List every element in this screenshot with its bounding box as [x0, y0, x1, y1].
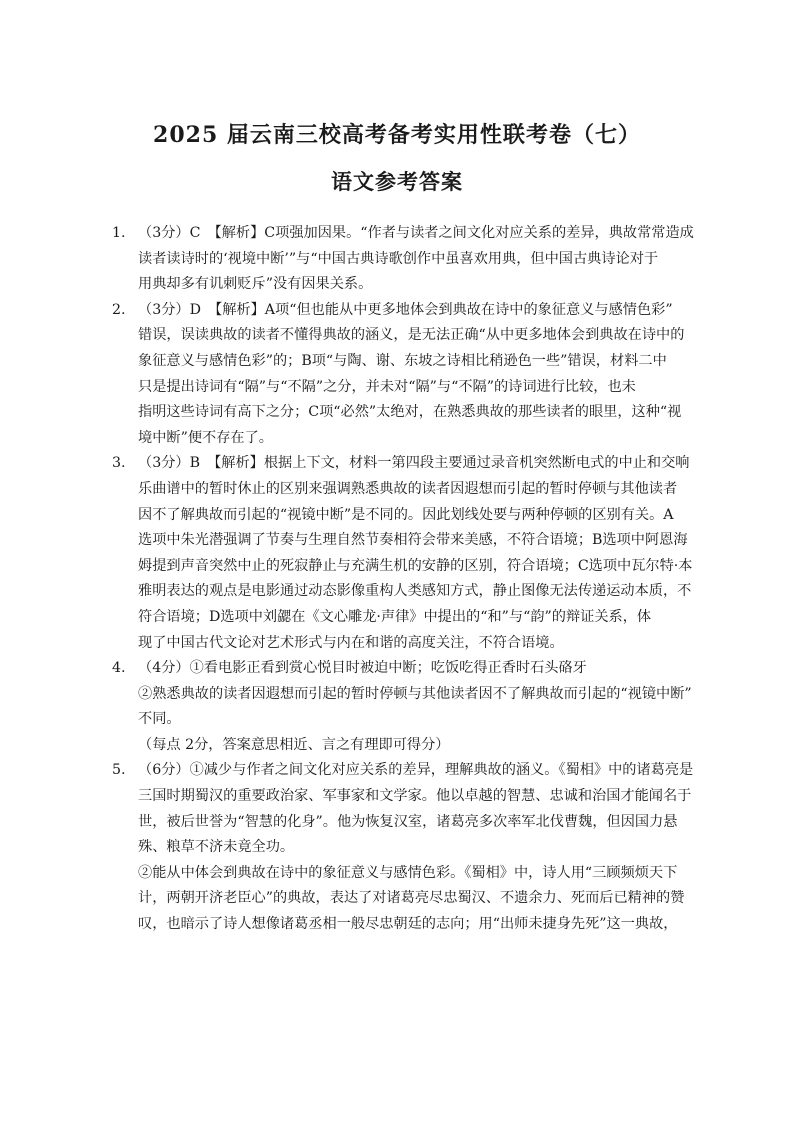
answer-number: 5.	[112, 762, 126, 779]
answer-line: 叹，也暗示了诗人想像诸葛丞相一般尽忠朝廷的志向；用“出师未捷身先死”这一典故，	[138, 916, 678, 933]
answer-line: 世，被后世誉为“智慧的化身”。他为恢复汉室，诸葛亮多次率军北伐曹魏，但因国力悬	[138, 813, 678, 830]
answer-line: 乐曲谱中的暂时休止的区别来强调熟悉典故的读者因遐想而引起的暂时停顿与其他读者	[138, 480, 678, 497]
answer-line: （4分）①看电影正看到赏心悦目时被迫中断；吃饭吃得正香时石头硌牙	[138, 660, 587, 677]
answer-line: 因不了解典故而引起的“视镜中断”是不同的。因此划线处要与两种停顿的区别有关。A	[138, 506, 674, 523]
answer-line: 用典却多有讥刺贬斥”没有因果关系。	[138, 276, 373, 293]
answer-line: 错误，误读典故的读者不懂得典故的涵义，是无法正确“从中更多地体会到典故在诗中的	[138, 327, 685, 344]
answer-number: 2.	[112, 301, 126, 318]
answer-line: （3分）C 【解析】C项强加因果。“作者与读者之间文化对应关系的差异，典故常常造成	[138, 225, 694, 241]
answer-item-4	[112, 656, 692, 758]
answer-line: 殊、粮草不济未竟全功。	[138, 839, 295, 856]
answer-line: ②能从中体会到典故在诗中的象征意义与感情色彩。《蜀相》中，诗人用“三顾频烦天下	[138, 864, 678, 881]
answer-number: 4.	[112, 660, 126, 677]
answer-line: 计，两朝开济老臣心”的典故，表达了对诸葛亮尽忠蜀汉、不遗余力、死而后已精神的赞	[138, 890, 685, 907]
answer-item-2	[112, 298, 688, 452]
answer-line: （6分）①减少与作者之间文化对应关系的差异，理解典故的涵义。《蜀相》中的诸葛亮是	[138, 762, 694, 779]
answer-line: 符合语境；D选项中刘勰在《文心雕龙·声律》中提出的“和”与“韵”的辩证关系，体	[138, 608, 652, 625]
answer-item-5	[112, 758, 694, 937]
answer-number: 1.	[112, 225, 126, 241]
answer-line: 象征意义与感情色彩”的；B项“与陶、谢、东坡之诗相比稍逊色一些”错误，材料二中	[138, 352, 667, 369]
answer-list	[112, 221, 694, 938]
answer-number: 3.	[112, 455, 126, 472]
answer-line: 三国时期蜀汉的重要政治家、军事家和文学家。他以卓越的智慧、忠诚和治国才能闻名于	[138, 788, 692, 805]
answer-line: 读者读诗时的‘视境中断’”与“中国古典诗歌创作中虽喜欢用典，但中国古典诗论对于	[138, 250, 659, 267]
answer-line: 姆提到声音突然中止的死寂静止与充满生机的安静的区别，符合语境；C选项中瓦尔特·本	[138, 557, 693, 574]
answer-line: 雅明表达的观点是电影通过动态影像重构人类感知方式，静止图像无法传递运动本质，不	[138, 583, 692, 600]
answer-line: 选项中朱光潜强调了节奏与生理自然节奏相符会带来美感，不符合语境；B选项中阿恩海	[138, 532, 688, 549]
answer-line: （每点 2分，答案意思相近、言之有理即可得分）	[138, 736, 450, 753]
answer-line: ②熟悉典故的读者因遐想而引起的暂时停顿与其他读者因不了解典故而引起的“视镜中断”	[138, 685, 692, 702]
answer-line: （3分）B 【解析】根据上下文，材料一第四段主要通过录音机突然断电式的中止和交响	[138, 455, 690, 472]
answer-line: 现了中国古代文论对艺术形式与内在和谐的高度关注，不符合语境。	[138, 634, 564, 651]
answer-line: 不同。	[138, 711, 181, 728]
answer-line: 境中断”便不存在了。	[138, 429, 273, 446]
answer-line: 只是提出诗词有“隔”与“不隔”之分，并未对“隔”与“不隔”的诗词进行比较，也未	[138, 378, 636, 395]
answer-line: （3分）D 【解析】A项“但也能从中更多地体会到典故在诗中的象征意义与感情色彩”	[138, 301, 673, 318]
document-title: 2025 届云南三校高考备考实用性联考卷（七）	[153, 122, 641, 148]
answer-line: 指明这些诗词有高下之分；C项“必然”太绝对，在熟悉典故的那些读者的眼里，这种“视	[138, 404, 682, 421]
document-subtitle: 语文参考答案	[331, 169, 463, 194]
answer-item-3	[112, 451, 693, 656]
answer-item-1	[112, 221, 694, 298]
